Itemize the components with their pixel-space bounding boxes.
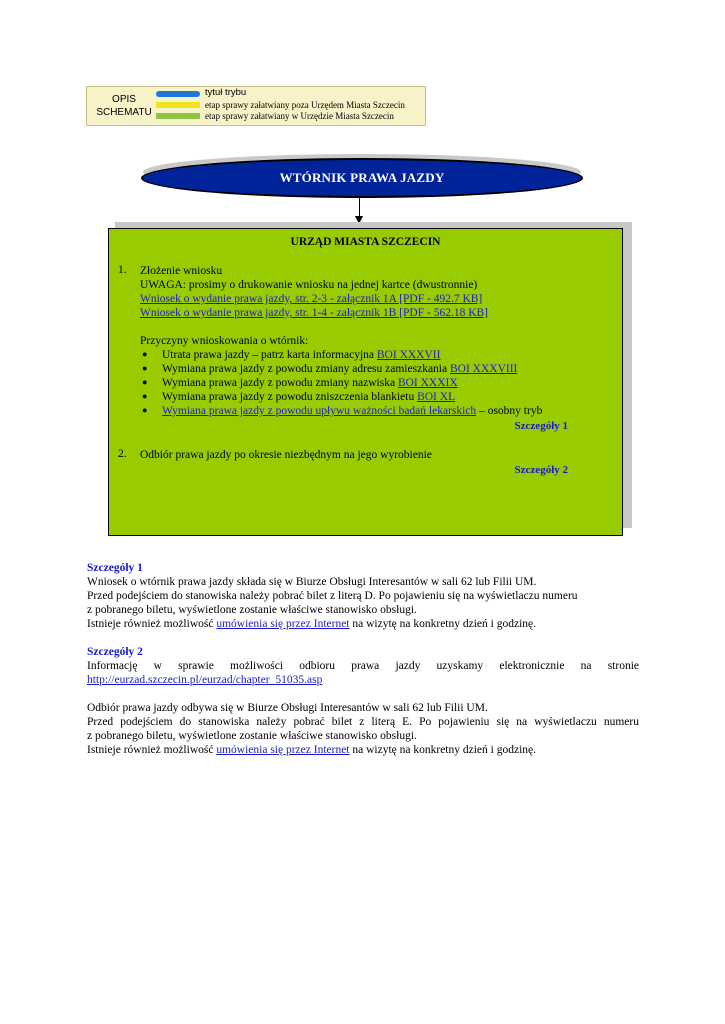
online-appointment-link-2[interactable]: umówienia się przez Internet	[216, 744, 350, 756]
application-form-1a-link[interactable]: Wniosek o wydanie prawa jazdy, str. 2-3 - załącznik 1A [PDF - 492.7 KB]	[140, 293, 483, 305]
legend-swatch-green	[156, 113, 200, 119]
details-1-line	[87, 617, 639, 631]
text-fragment: Istnieje również możliwość	[87, 744, 217, 756]
text-fragment: Istnieje również możliwość	[87, 618, 217, 630]
details-2-line: Informację w sprawie możliwości odbioru prawa jazdy uzyskamy elektronicznie na stronie	[87, 660, 639, 672]
legend-title	[93, 93, 155, 119]
reason-text: Wymiana prawa jazdy z powodu zmiany nazwiska	[162, 377, 398, 389]
reasons-title: Przyczyny wnioskowania o wtórnik:	[140, 335, 309, 347]
step-number: 2.	[118, 448, 127, 460]
details-1-line: z pobranego biletu, wyświetlone zostanie właściwe stanowisko obsługi.	[87, 604, 417, 616]
text-fragment: na wizytę na konkretny dzień i godzinę.	[349, 618, 536, 630]
legend-label: etap sprawy załatwiany w Urzędzie Miasta Szczecin	[205, 111, 394, 121]
boi-xxxviii-link[interactable]: BOI XXXVIII	[449, 363, 518, 375]
details-1-line: Przed podejściem do stanowiska należy pobrać bilet z literą D. Po pojawieniu się na wyświetlaczu numeru	[87, 590, 578, 602]
legend-swatch-blue	[156, 91, 200, 97]
bullet-icon: ●	[142, 377, 148, 387]
details-1-line: Wniosek o wtórnik prawa jazdy składa się w Biurze Obsługi Interesantów w sali 62 lub Filii UM.	[87, 576, 537, 588]
bullet-icon: ●	[142, 349, 148, 359]
text-fragment: na wizytę na konkretny dzień i godzinę.	[349, 744, 536, 756]
boi-xxxvii-link[interactable]: BOI XXXVII	[376, 349, 441, 361]
reason-item	[162, 404, 542, 418]
reason-item	[162, 390, 455, 404]
eurzad-url-link[interactable]: http://eurzad.szczecin.pl/eurzad/chapter_51035.asp	[87, 674, 323, 686]
details-2-line	[87, 743, 639, 757]
step1-title: Złożenie wniosku	[140, 265, 223, 277]
reason-item	[162, 362, 517, 376]
details-1-link[interactable]: Szczegóły 1	[514, 420, 568, 432]
bullet-icon: ●	[142, 391, 148, 401]
details-2-line: Przed podejściem do stanowiska należy pobrać bilet z literą E. Po pojawieniu się na wyświetlaczu numeru	[87, 716, 639, 728]
step1-note: UWAGA: prosimy o drukowanie wniosku na jednej kartce (dwustronnie)	[140, 279, 478, 291]
details-2-line: Odbiór prawa jazdy odbywa się w Biurze Obsługi Interesantów w sali 62 lub Filii UM.	[87, 702, 488, 714]
banner-title: WTÓRNIK PRAWA JAZDY	[279, 170, 445, 185]
boi-xl-link[interactable]: BOI XL	[417, 391, 456, 403]
legend-label: etap sprawy załatwiany poza Urzędem Miasta Szczecin	[205, 100, 405, 110]
details-1-section	[87, 561, 639, 631]
details-2-link[interactable]: Szczegóły 2	[514, 464, 568, 476]
reason-item	[162, 348, 440, 362]
details-1-header: Szczegóły 1	[87, 562, 143, 574]
step-number: 1.	[118, 264, 127, 276]
arrow-connector	[359, 196, 360, 218]
application-form-1b-link[interactable]: Wniosek o wydanie prawa jazdy, str. 1-4 - załącznik 1B [PDF - 562.18 KB]	[140, 307, 489, 319]
reason-item	[162, 376, 458, 390]
online-appointment-link[interactable]: umówienia się przez Internet	[216, 618, 350, 630]
legend-label: tytuł trybu	[205, 87, 247, 98]
reason-text: Wymiana prawa jazdy z powodu zmiany adresu zamieszkania	[162, 363, 450, 375]
reason-text: – osobny tryb	[476, 405, 543, 417]
legend-swatch-yellow	[156, 102, 200, 108]
bullet-icon: ●	[142, 363, 148, 373]
bullet-icon: ●	[142, 405, 148, 415]
details-2-header: Szczegóły 2	[87, 646, 143, 658]
office-steps-box	[108, 228, 623, 536]
details-2-line: z pobranego biletu, wyświetlone zostanie właściwe stanowisko obsługi.	[87, 730, 417, 742]
reason-text: Utrata prawa jazdy – patrz karta informacyjna	[162, 349, 377, 361]
box-title: URZĄD MIASTA SZCZECIN	[290, 236, 441, 248]
title-banner	[141, 158, 583, 198]
medical-expiry-mode-link[interactable]: Wymiana prawa jazdy z powodu upływu ważności badań lekarskich	[162, 405, 477, 417]
spacer	[87, 687, 639, 701]
legend-box	[86, 86, 426, 126]
details-2-section	[87, 645, 639, 757]
step2-title: Odbiór prawa jazdy po okresie niezbędnym na jego wyrobienie	[140, 449, 432, 461]
reason-text: Wymiana prawa jazdy z powodu zniszczenia blankietu	[162, 391, 418, 403]
legend-title-line1: OPIS	[112, 94, 136, 105]
legend-title-line2: SCHEMATU	[96, 107, 152, 118]
boi-xxxix-link[interactable]: BOI XXXIX	[397, 377, 458, 389]
